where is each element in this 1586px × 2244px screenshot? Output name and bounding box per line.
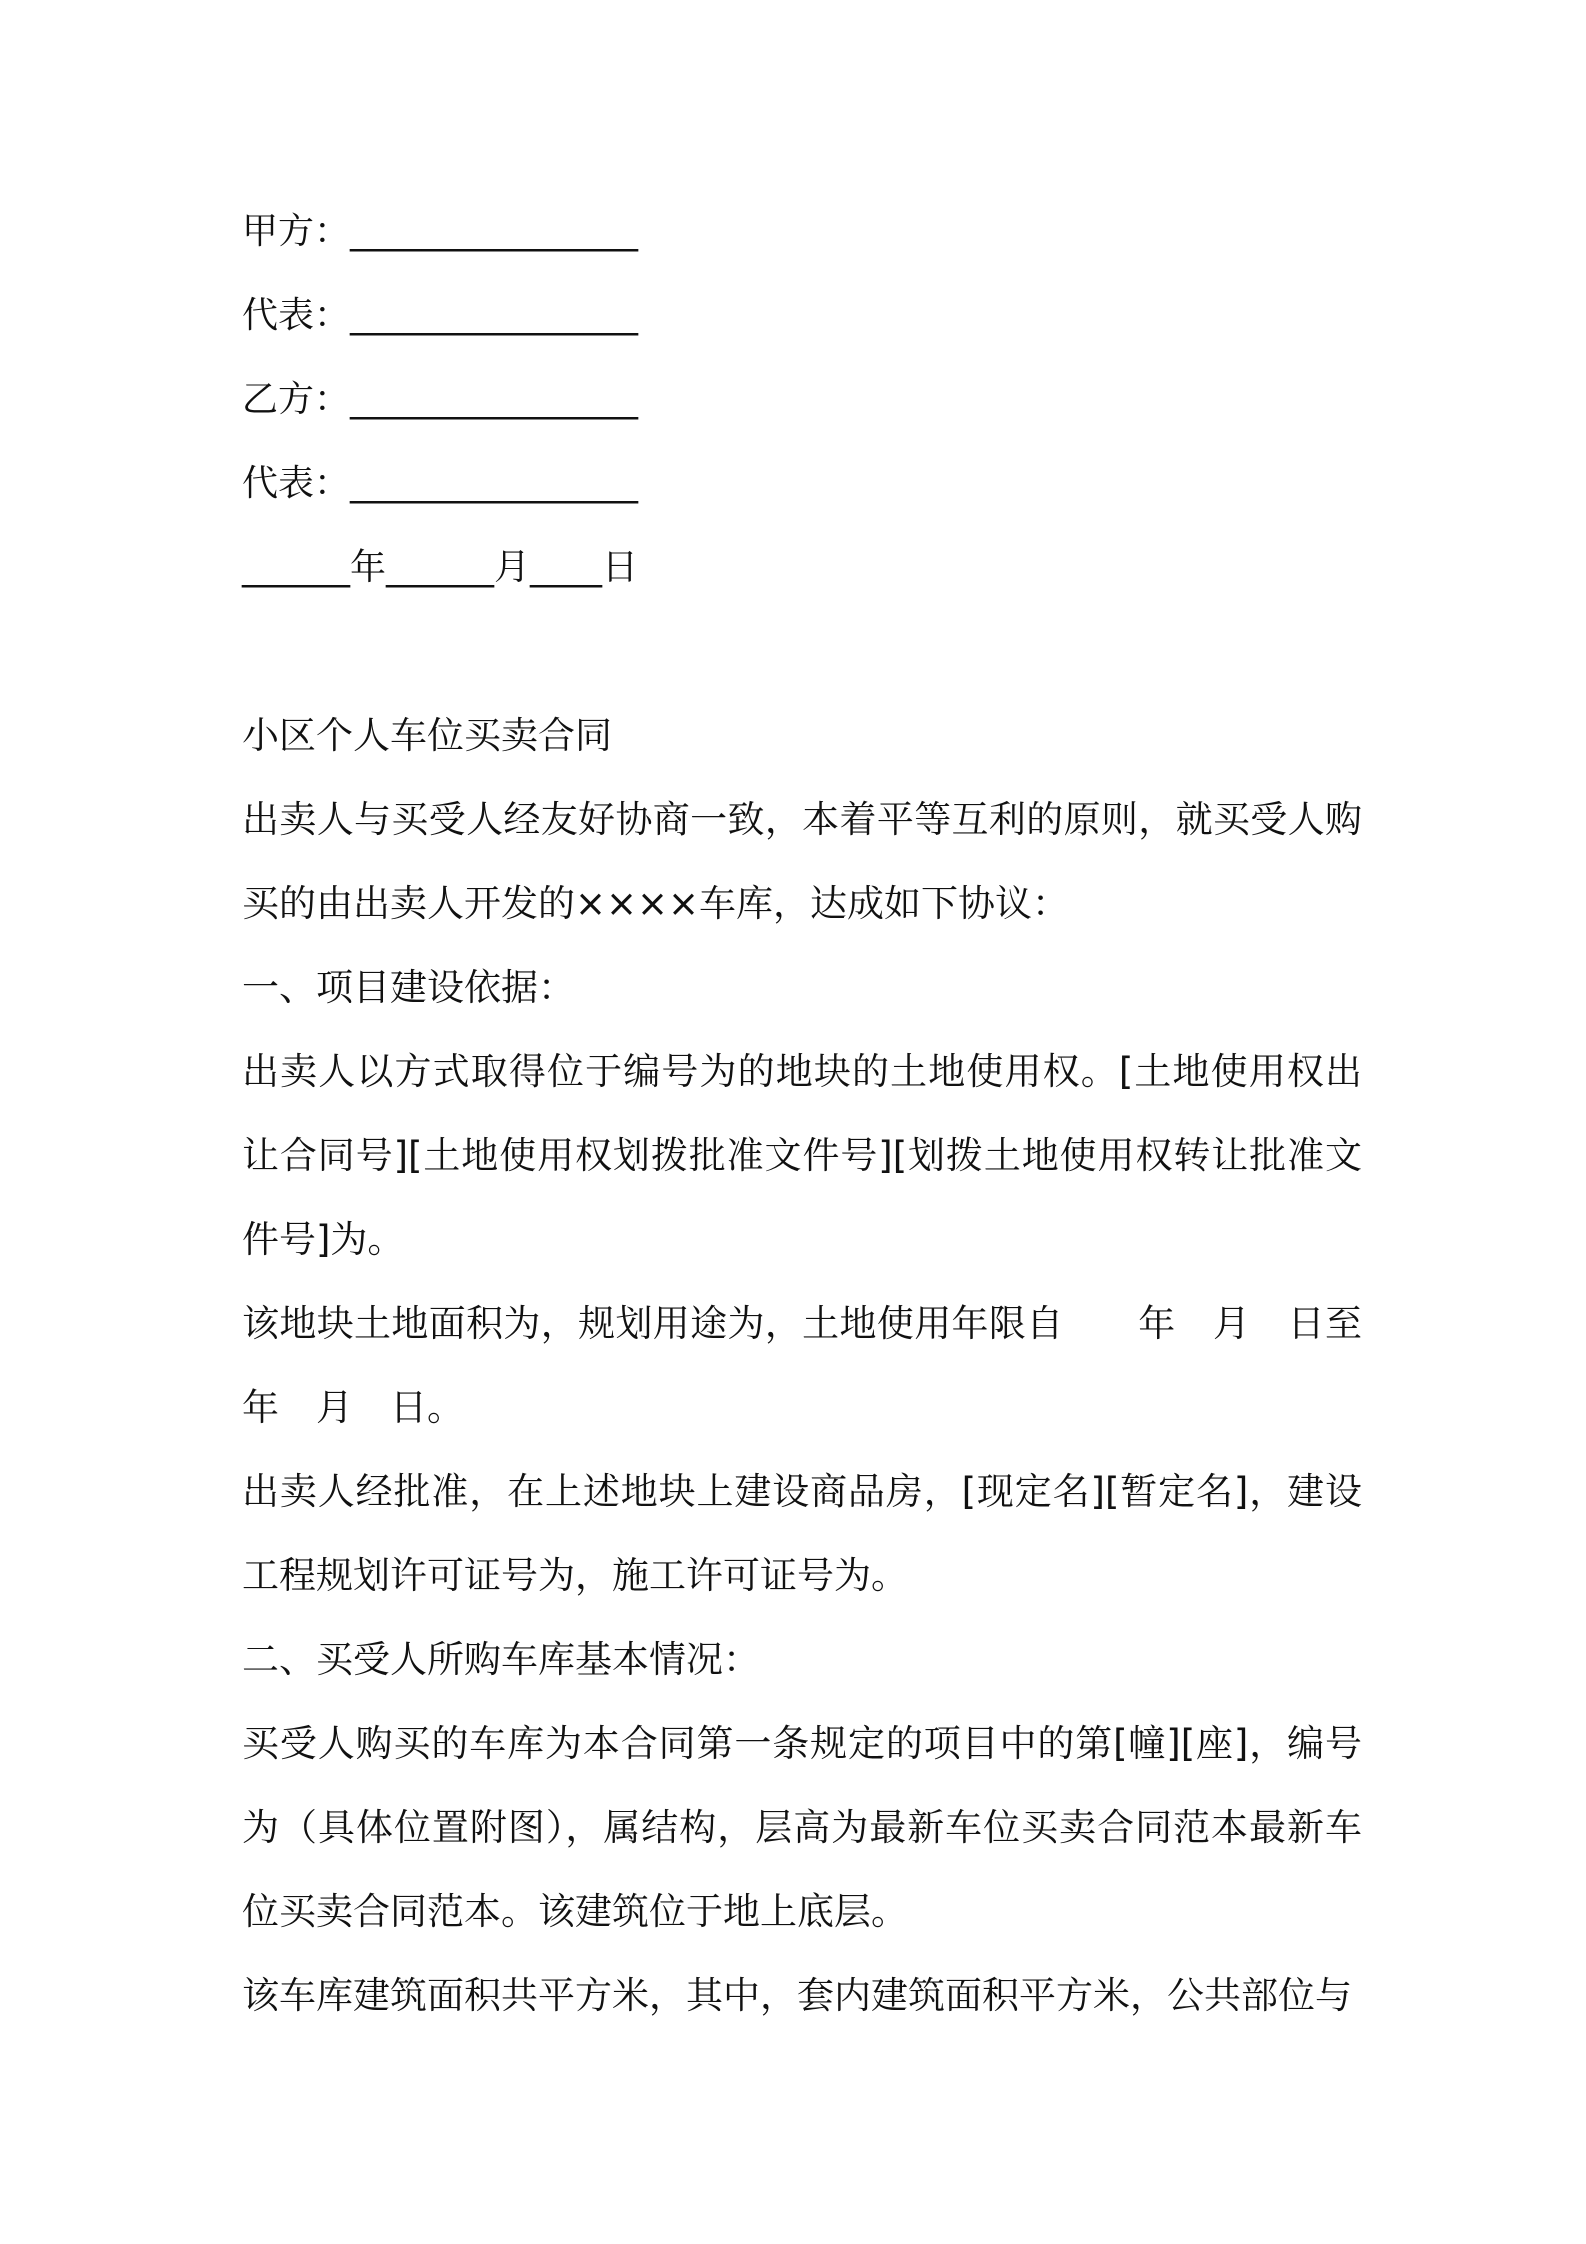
section-1-paragraph-1: 出卖人以方式取得位于编号为的地块的土地使用权。[土地使用权出让合同号][土地使用权划拨批准文件号][划拨土地使用权转让批准文件号]为。 <box>242 1050 1362 1261</box>
signature-block <box>242 190 1362 610</box>
document-page <box>242 190 1362 2038</box>
section-1-paragraph-2: 该地块土地面积为，规划用途为，土地使用年限自 年 月 日至年 月 日。 <box>242 1302 1362 1429</box>
party-b-representative-line: 代表：________________ <box>242 463 639 504</box>
section-2-paragraph-1: 买受人购买的车库为本合同第一条规定的项目中的第[幢][座]，编号为（具体位置附图），属结构，层高为最新车位买卖合同范本最新车位买卖合同范本。该建筑位于地上底层。 <box>242 1722 1362 1933</box>
contract-title: 小区个人车位买卖合同 <box>242 714 612 757</box>
section-2-paragraph-2: 该车库建筑面积共平方米，其中，套内建筑面积平方米，公共部位与 <box>242 1974 1352 2017</box>
section-2-heading: 二、买受人所购车库基本情况： <box>242 1638 760 1681</box>
party-a-line: 甲方：________________ <box>242 211 639 252</box>
party-b-line: 乙方：________________ <box>242 379 639 420</box>
section-1-heading: 一、项目建设依据： <box>242 966 575 1009</box>
date-line: ______年______月____日 <box>242 547 638 588</box>
section-1-paragraph-3: 出卖人经批准，在上述地块上建设商品房，[现定名][暂定名]，建设工程规划许可证号为，施工许可证号为。 <box>242 1470 1362 1597</box>
intro-paragraph: 出卖人与买受人经友好协商一致，本着平等互利的原则，就买受人购买的由出卖人开发的××××车库，达成如下协议： <box>242 798 1362 925</box>
party-a-representative-line: 代表：________________ <box>242 295 639 336</box>
